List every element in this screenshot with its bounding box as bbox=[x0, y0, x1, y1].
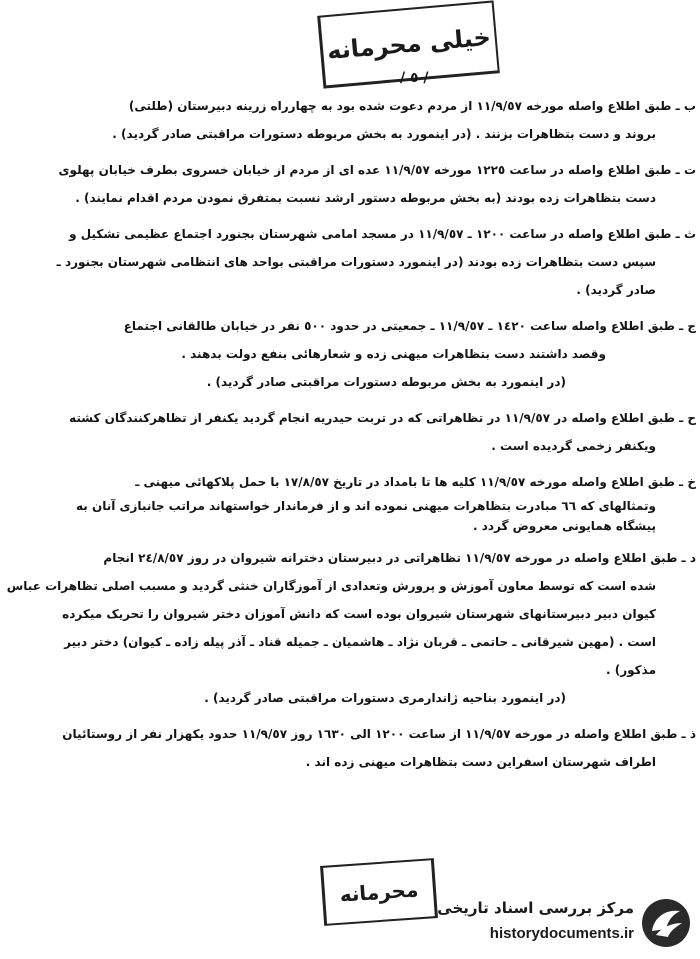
text-line: ت ـ طبق اطلاع واصله در ساعت ١٢٢٥ مورخه ١١/٩/٥٧ عده ای از مردم از خیابان خسروی بطرف خیابان پهلوی bbox=[58, 163, 696, 177]
text-line: است . (مهین شیرقانی ـ حاتمی ـ قربان نژاد ـ هاشمیان ـ جمیله قناد ـ آذر پیله زاده ـ کیوان) دختر دبیر bbox=[64, 635, 656, 649]
text-line: وقصد داشتند دست بتظاهرات میهنی زده و شعارهائی بنفع دولت بدهند . bbox=[181, 347, 606, 361]
text-line: ج ـ طبق اطلاع واصله ساعت ١٤٢٠ ـ ١١/٩/٥٧ ـ جمعیتی در حدود ٥٠٠ نفر در خیابان طالقانی اجتماع bbox=[123, 319, 696, 333]
paragraph-j bbox=[6, 312, 696, 396]
reference-mark: / ٥ / bbox=[400, 70, 429, 86]
text-line: مذکور) . bbox=[606, 663, 656, 677]
text-line: اطراف شهرستان اسفراین دست بتظاهرات میهنی زده اند . bbox=[305, 755, 656, 769]
paragraph-d bbox=[6, 544, 696, 712]
text-line: ث ـ طبق اطلاع واصله در ساعت ١٢٠٠ ـ ١١/٩/٥٧ در مسجد امامی شهرستان بجنورد اجتماع عظیمی تشکیل و bbox=[69, 227, 696, 241]
text-line: خ ـ طبق اطلاع واصله مورخه ١١/٩/٥٧ کلیه ها تا بامداد در تاریخ ١٧/٨/٥٧ با حمل پلاکهائی میهنی ـ bbox=[135, 475, 696, 489]
archive-watermark bbox=[420, 893, 692, 951]
archive-url: historydocuments.ir bbox=[489, 925, 634, 942]
text-line: شده است که توسط معاون آموزش و پرورش وتعدادی از آموزگاران خنثی گردید و مسبب اصلی تظاهرات عباس bbox=[6, 579, 656, 593]
text-line: سپس دست بتظاهرات زده بودند (در اینمورد دستورات مراقبتی بواحد های انتظامی شهرستان بجنورد ـ bbox=[56, 255, 656, 269]
paragraph-kh bbox=[6, 468, 696, 536]
paragraph-b bbox=[6, 92, 696, 148]
text-line: ب ـ طبق اطلاع واصله مورخه ١١/٩/٥٧ از مردم دعوت شده بود به چهارراه زرینه دبیرستان (طلتی) bbox=[128, 99, 696, 113]
text-line: ویکنفر زخمی گردیده است . bbox=[491, 439, 656, 453]
archive-name: مرکز بررسی اسناد تاریخی bbox=[437, 899, 634, 917]
paragraph-h bbox=[6, 404, 696, 460]
stamp-top-text: خیلی محرمانه bbox=[326, 22, 492, 66]
paragraph-th bbox=[6, 220, 696, 304]
text-line: پیشگاه همایونی معروض گردد . bbox=[472, 519, 656, 533]
text-line: ح ـ طبق اطلاع واصله در ١١/٩/٥٧ در تظاهراتی که در تربت حیدریه انجام گردید یکنفر از تظاهرکنندگان کشته bbox=[69, 411, 696, 425]
paragraph-t bbox=[6, 156, 696, 212]
stamp-bottom-text: محرمانه bbox=[338, 877, 420, 907]
text-line: کیوان دبیر دبیرستانهای شهرستان شیروان بوده است که دانش آموزان دختر شیروان را تحریک میکرده bbox=[62, 607, 656, 621]
text-line: وتمثالهای که ٦٦ مبادرت بتظاهرات میهنی نموده اند و از فرماندار خواستهاند مراتب جانبازی آنان به bbox=[76, 499, 656, 513]
archive-logo-icon bbox=[640, 897, 692, 949]
text-line: ذ ـ طبق اطلاع واصله در مورخه ١١/٩/٥٧ از ساعت ١٢٠٠ الی ١٦٣٠ روز ١١/٩/٥٧ حدود یکهزار نفر از روستائیان bbox=[62, 727, 696, 741]
text-line: بروند و دست بتظاهرات بزنند . (در اینمورد به بخش مربوطه دستورات مراقبتی صادر گردید) . bbox=[112, 127, 656, 141]
document-body bbox=[6, 92, 696, 784]
text-line: دست بتظاهرات زده بودند (به بخش مربوطه دستور ارشد نسبت بمتفرق نمودن مردم اقدام نمایند) . bbox=[75, 191, 656, 205]
text-line: (در اینمورد بناحیه ژاندارمری دستورات مراقبتی صادر گردید) . bbox=[204, 691, 566, 705]
text-line: (در اینمورد به بخش مربوطه دستورات مراقبتی صادر گردید) . bbox=[206, 375, 566, 389]
paragraph-z bbox=[6, 720, 696, 776]
text-line: د ـ طبق اطلاع واصله در مورخه ١١/٩/٥٧ تظاهراتی در دبیرستان دخترانه شیروان در روز ٢٤/٨/٥٧ انجام bbox=[103, 551, 696, 565]
text-line: صادر گردید) . bbox=[576, 283, 656, 297]
